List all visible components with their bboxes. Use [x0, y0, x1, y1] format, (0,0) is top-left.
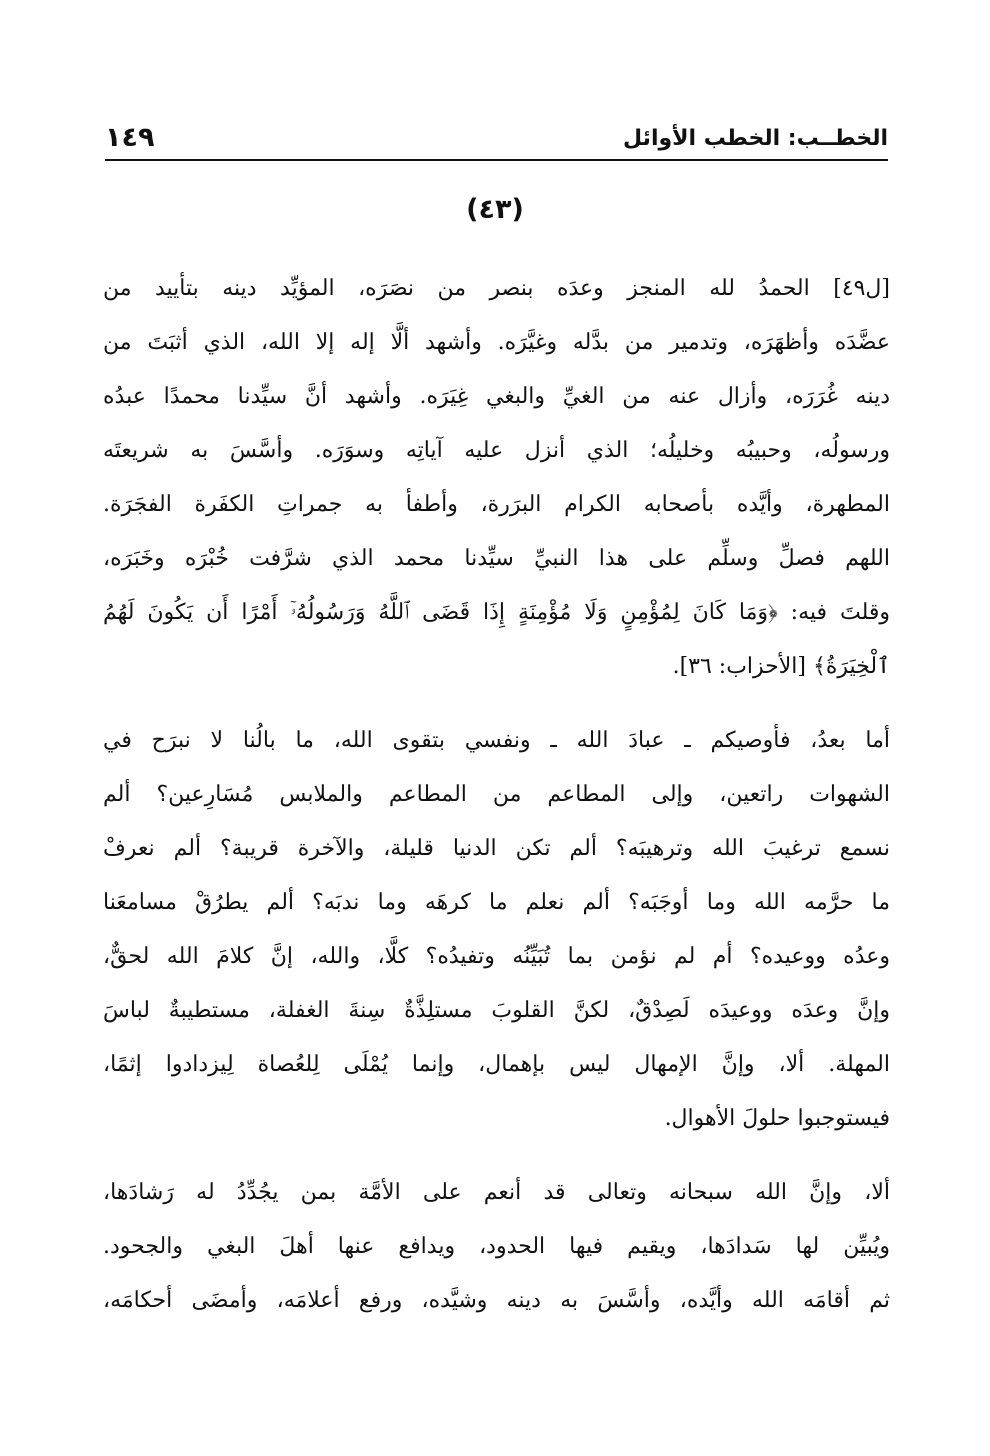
- text-line: وعدُه ووعيده؟ أم لم نؤمن بما تُبَيِّنُه وتفيدُه؟ كلَّا، والله، إنَّ كلامَ الله لحقٌّ،: [103, 944, 890, 969]
- text-line: ورسولُه، وحبيبُه وخليلُه؛ الذي أنزل عليه آياتِه وسوَرَه. وأسَّسَ به شريعتَه: [103, 438, 890, 463]
- quran-verse-line: وقلتَ فيه: ﴿وَمَا كَانَ لِمُؤْمِنٍ وَلَا مُؤْمِنَةٍ إِذَا قَضَى ٱللَّهُ وَرَسُولُهُۥٓ أَمْرًا أَن يَكُونَ لَهُمُ: [103, 600, 890, 625]
- paragraph-exhortation: [103, 714, 890, 1146]
- text-line: ما حرَّمه الله وما أوجَبَه؟ ألم نعلم ما كرهَه وما ندبَه؟ ألم يطرُقْ مسامعَنا: [103, 890, 890, 915]
- text-line: الشهوات راتعين، وإلى المطاعم من المطاعم والملابس مُسَارِعين؟ ألم: [103, 782, 890, 807]
- text-line: دينه غُرَرَه، وأزال عنه من الغيِّ والبغي غِيَرَه. وأشهد أنَّ سيِّدنا محمدًا عبدُه: [103, 384, 890, 409]
- text-line: ويُبيِّن لها سَدادَها، ويقيم فيها الحدود، ويدافع عنها أهلَ البغي والجحود.: [103, 1234, 890, 1259]
- page-number: ١٤٩: [105, 122, 155, 153]
- body-text: [103, 262, 890, 1348]
- text-line: ثم أقامَه الله وأيَّده، وأسَّسَ به دينه وشيَّده، ورفع أعلامَه، وأمضَى أحكامَه،: [103, 1288, 890, 1313]
- paragraph-renewal: [103, 1166, 890, 1328]
- section-number: (٤٣): [466, 194, 524, 225]
- quran-citation-line: ٱلْخِيَرَةُ﴾ [الأحزاب: ٣٦].: [672, 654, 890, 679]
- running-header: [105, 118, 888, 162]
- text-line: ألا، وإنَّ الله سبحانه وتعالى قد أنعم على الأمَّة بمن يجُدِّدُ له رَشادَها،: [103, 1180, 890, 1205]
- text-line: عضَّدَه وأظهَرَه، وتدمير من بدَّله وغيَّرَه. وأشهد ألَّا إله إلا الله، الذي أثبَتَ من: [103, 330, 890, 355]
- text-line: فيستوجبوا حلولَ الأهوال.: [664, 1106, 890, 1131]
- text-line: المهلة. ألا، وإنَّ الإمهال ليس بإهمال، وإنما يُمْلَى لِلعُصاة لِيزدادوا إثمًا،: [103, 1052, 890, 1077]
- text-line: [ل٤٩] الحمدُ لله المنجز وعدَه بنصر من نصَرَه، المؤيِّد دينه بتأييد من: [103, 276, 890, 301]
- text-line: نسمع ترغيبَ الله وترهيبَه؟ ألم تكن الدنيا قليلة، والآخرة قريبة؟ ألم نعرفْ: [103, 836, 890, 861]
- text-line: وإنَّ وعدَه ووعيدَه لَصِدْقٌ، لكنَّ القلوبَ مستلِذَّةٌ سِنةَ الغفلة، مستطيبةٌ لباسَ: [103, 998, 890, 1023]
- text-line: المطهرة، وأيَّده بأصحابه الكرام البرَرة، وأطفأ به جمراتِ الكفَرة الفجَرَة.: [103, 492, 890, 517]
- running-header-title: الخطــب: الخطب الأوائل: [623, 126, 888, 151]
- text-line: أما بعدُ، فأوصيكم ـ عبادَ الله ـ ونفسي بتقوى الله، ما بالُنا لا نبرَح في: [103, 728, 890, 753]
- text-line: اللهم فصلِّ وسلِّم على هذا النبيِّ سيِّدنا محمد الذي شرَّفت خُبْرَه وخَبَرَه،: [103, 546, 890, 571]
- header-rule: [105, 159, 888, 161]
- paragraph-opening: [103, 262, 890, 694]
